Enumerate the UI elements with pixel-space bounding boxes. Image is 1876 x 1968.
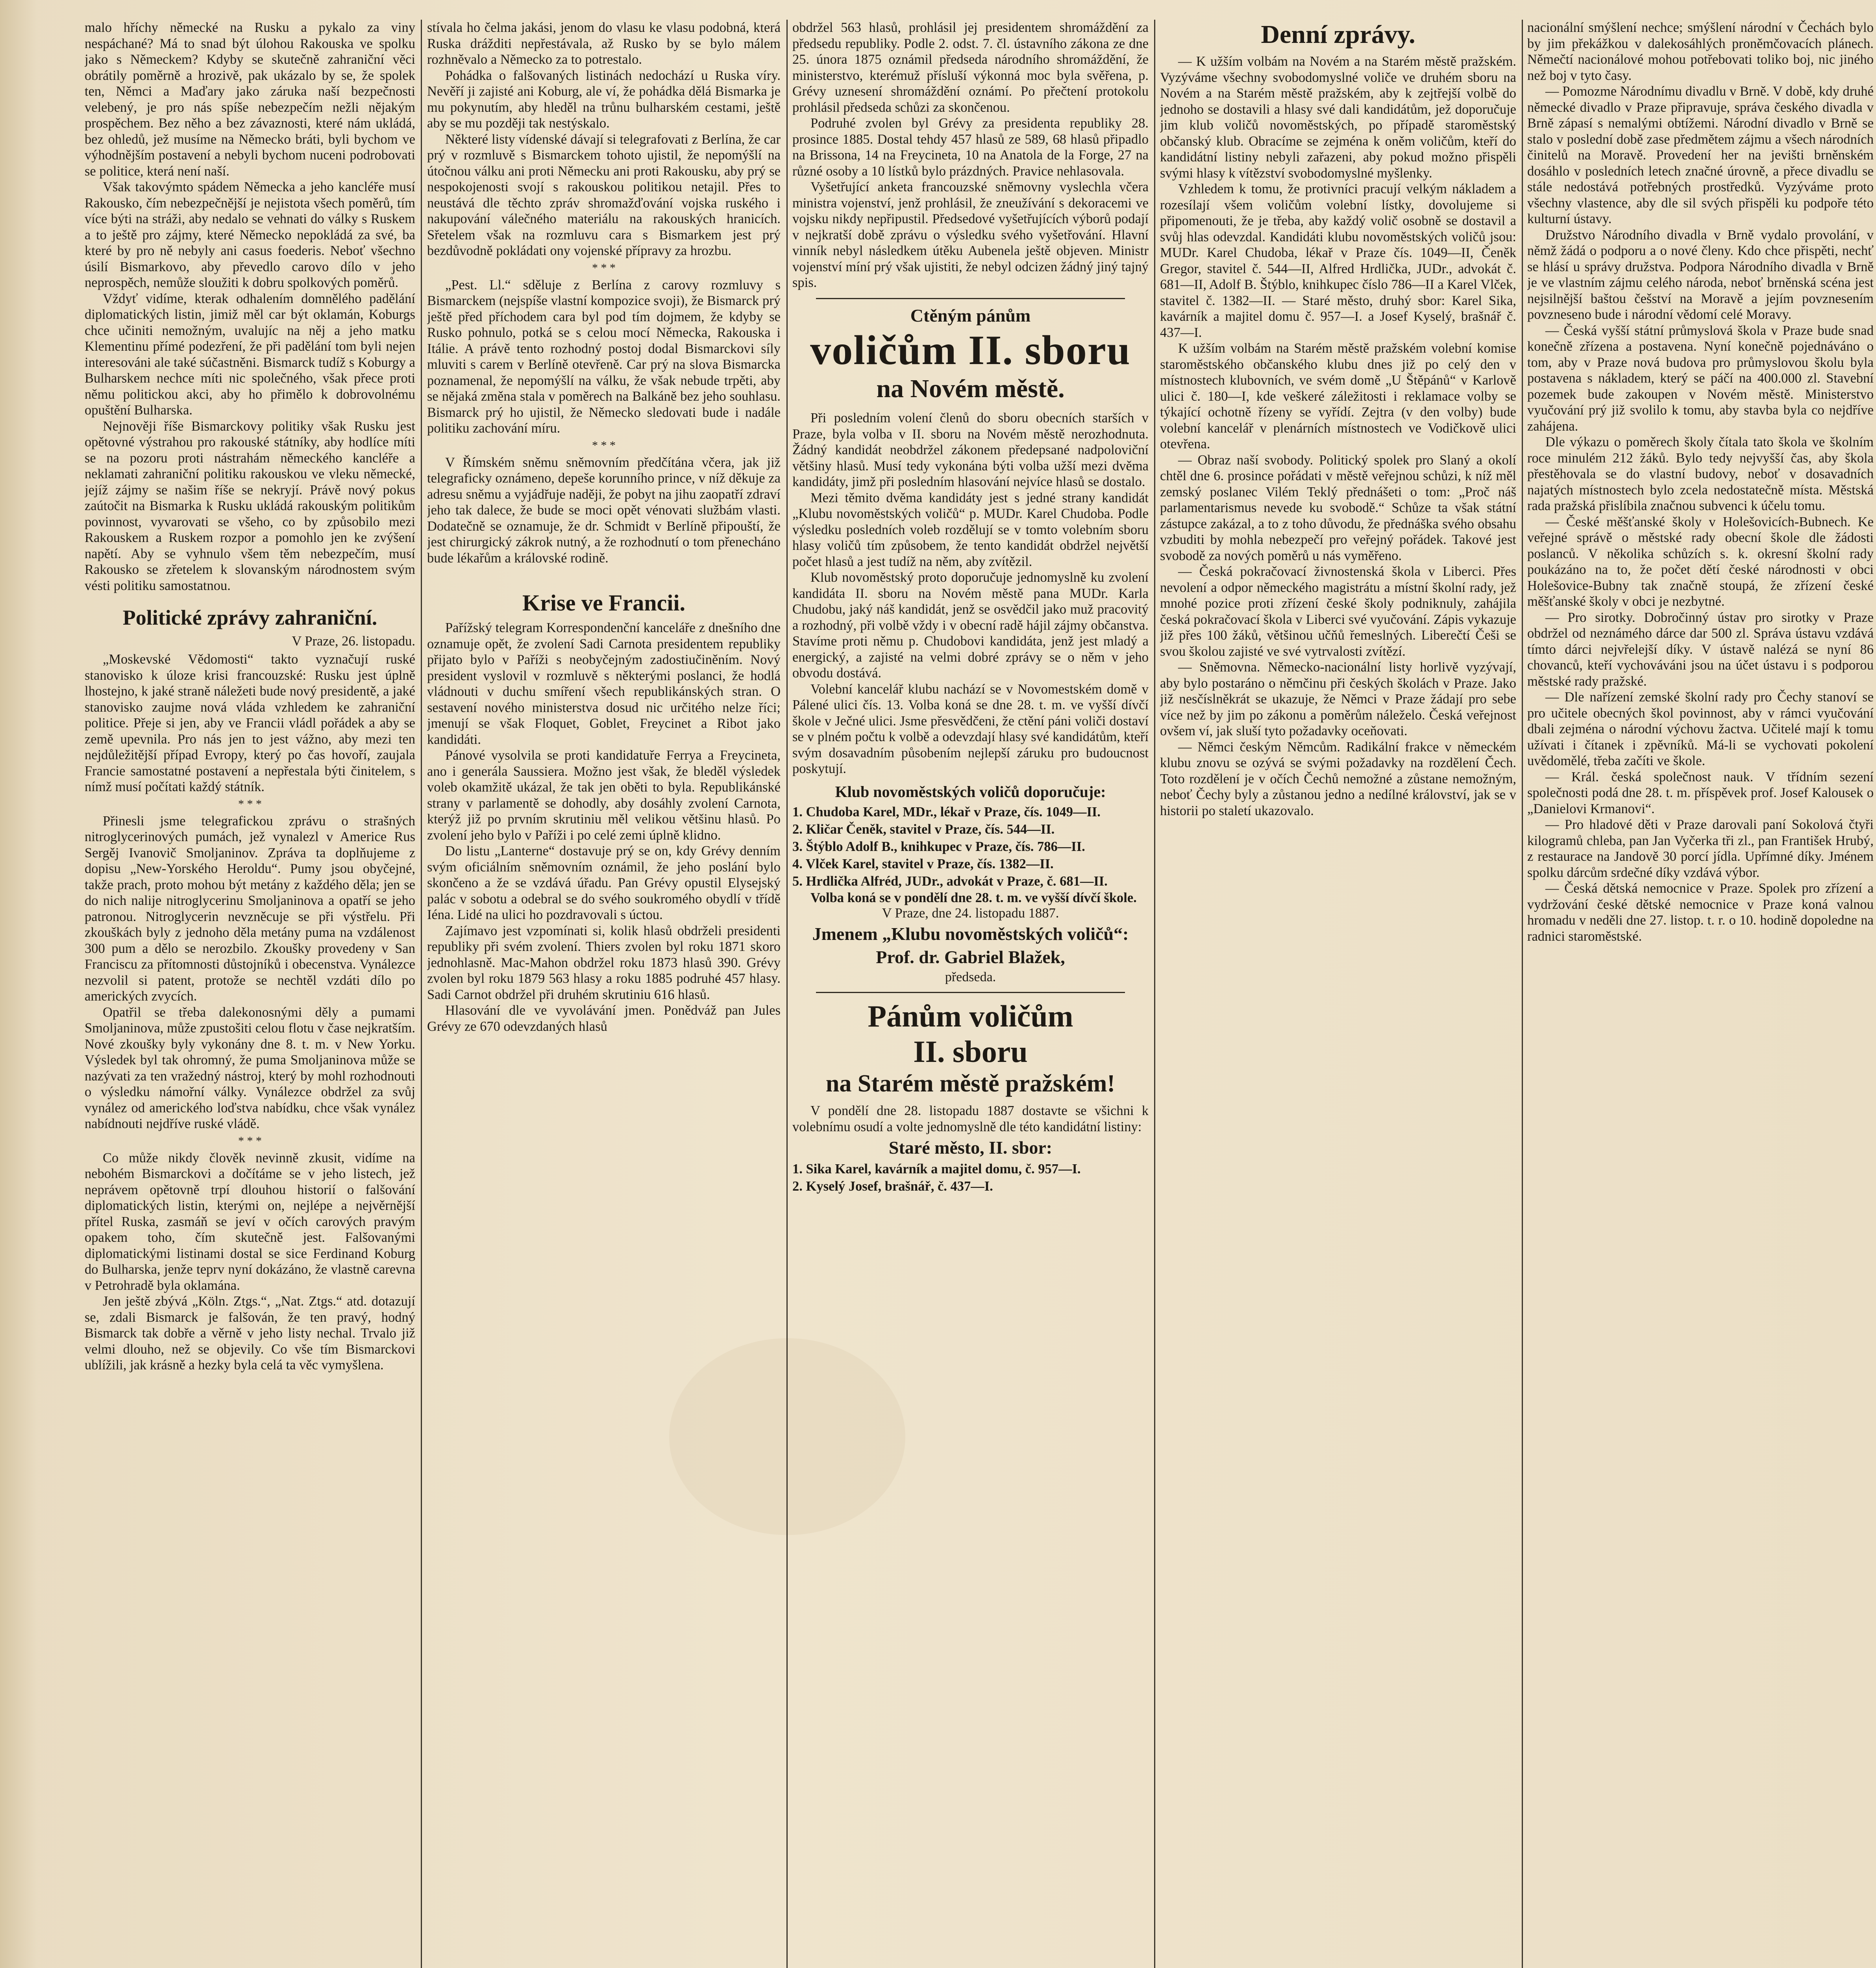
article-paragraph: Opatřil se třeba dalekonosnými děly a pumami Smoljaninova, může zpustošiti celou flotu v čase nejkratším. Nové zkoušky byly vykonány dne 8. t. m. v New Yorku. Výsledek byl tak ohromný, že puma Smoljaninova může se nazývati za ten vražedný nástroj, který by mohl rozhodnouti o výsledku námořní války. Vynálezce obdržel za svůj vynález od amerického loďstva nabídku, chce však vynález nabídnouti nejdříve ruské vládě.	[85, 1004, 415, 1131]
section-heading: Denní zprávy.	[1261, 20, 1415, 49]
article-paragraph: Však takovýmto spádem Německa a jeho kancléře musí Rakousko, čím nebezpečnější je nejistota všech poměrů, tím více býti na stráži, aby nedalo se vehnati do války s Ruskem a to ještě pro zájmy, které Německo nepokládá za své, ba které by pro ně nebyly ani casus foederis. Neboť všechno úsilí Bismarkovo, aby převedlo carovo dílo v jeho neprospěch, nemůže sloužiti k dobru spolkových poměrů.	[85, 179, 415, 290]
article-paragraph: Mezi těmito dvěma kandidáty jest s jedné strany kandidát „Klubu novoměstských voličů“ p. MUDr. Karel Chudoba. Podle výsledku posledních voleb rozdělují se v tomto volebním sboru hlasy voličů tím způsobem, že tento kandidát obdržel největší počet hlasů a jest tudíž na něm, aby zvítězil.	[792, 490, 1149, 569]
article-paragraph: Dle výkazu o poměrech školy čítala tato škola ve školním roce minulém 212 žáků. Bylo tedy nejvyšší čas, aby škola přestěhovala se do vlastní budovy, neboť v dosavadních najatých místnostech bylo zcela nedostatečně místa. Městská rada pražská přislíbila značnou subvenci k účelu tomu.	[1527, 435, 1874, 513]
column-1	[85, 20, 415, 1968]
article-paragraph: „Moskevské Vědomosti“ takto vyznačují ruské stanovisko k úloze krisi francouzské: Rusku jest úplně lhostejno, k jaké straně náležeti bude nový presidentě, a jaké stanovisko zaujme nová vláda vzhledem ke zahraniční politice. Přeje si jen, aby ve Francii vládl pořádek a aby se země upevnila. Pro nás jen to jest vážno, aby mezi ten nejdůležitější případ Evropy, který po čas hovoří, zaujala Francie samostatné postavení a nepřestala býti činitelem, s nímž musí počítati každý státník.	[85, 652, 415, 794]
article-paragraph: Do listu „Lanterne“ dostavuje prý se on, kdy Grévy denním svým oficiálním sněmovním oznámil, že jeho poslání bylo skončeno a že se vzdává úřadu. Pan Grévy opustil Elysejský palác v sobotu a odebral se do svého soukromého obydlí v třídě Iéna. Lidé na ulici ho pozdravovali s úctou.	[427, 843, 781, 922]
article-paragraph: Pohádka o falšovaných listinách nedochází u Ruska víry. Nevěří ji zajisté ani Koburg, ale ví, že pohádka dělá Bismarka je mu pokynutím, aby hleděl na trůnu bulharském cestami, ještě aby se mu později tak nestýskalo.	[427, 68, 781, 131]
article-paragraph: Přinesli jsme telegrafickou zprávu o strašných nitroglycerinových pumách, jež vynalezl v Americe Rus Sergěj Ivanovič Smoljaninov. Zpráva ta doplňujeme z dopisu „New-Yorského Heroldu“. Pumy jsou obyčejné, takže prach, proto mohou být metány z každého děla; jen se do nich nalije nitroglycerinu Smoljaninova a opatří se jeho patronou. Nitroglycerin nevzněcuje se při výstřelu. Při zkouškách byly z jednoho děla metány puma na vzdálenost 300 pum a dělo se nerozbilo. Zkoušky provedeny v San Franciscu za přítomnosti důstojníků i obecenstva. Vynálezce nezvolil si patent, protože se nechtěl vzdáti dílo po amerických zvycích.	[85, 813, 415, 1004]
column-rule	[786, 20, 788, 1968]
article-paragraph: Podruhé zvolen byl Grévy za presidenta republiky 28. prosince 1885. Dostal tehdy 457 hlasů ze 589, 68 hlasů připadlo na Brissona, 14 na Freycineta, 10 na Anatola de la Forge, 27 na různé osoby a 10 lístků bylo prázdných. Pravice nehlasovala.	[792, 116, 1149, 179]
article-paragraph: Družstvo Národního divadla v Brně vydalo provolání, v němž žádá o podporu a o nové členy. Kdo chce přispěti, nechť se hlásí u správy družstva. Podpora Národního divadla v Brně je ve vlastním zájmu celého národa, neboť brněnská scéna jest nejsilnější baštou češství na Moravě a jejím povznesením povzneseno bude i národní vědomí celé Moravy.	[1527, 227, 1874, 322]
article-paragraph: Některé listy vídenské dávají si telegrafovati z Berlína, že car prý v rozmluvě s Bismarckem tohoto ujistil, že nepomýšlí na útočnou válku ani proti Německu ani proti Rakousku, aby prý se nespokojenosti svojí s rakouskou politikou netajil. Přes to neustává dle těchto zpráv shromažďování vojska ruského i nakupování válečného materiálu na rakouských hranicích. Sřetelem však na rozmluvu cara s Bismarkem jest prý bezdůvodně pokládati ony vojenské přípravy za hrozbu.	[427, 131, 781, 258]
article-paragraph: — České měšťanské školy v Holešovicích-Bubnech. Ke veřejné správě o městské rady obecní škole dle žádosti poslanců. V několika schůzích s. k. okresní školní rady poukázáno na to, že počet dětí české národnosti v obci Holešovice-Bubny tak značně stoupá, že zřízení české měšťanské školy v obci je nezbytné.	[1527, 514, 1874, 609]
article-paragraph: „Pest. Ll.“ sděluje z Berlína z carovy rozmluvy s Bismarckem (nejspíše vlastní kompozice svoji), že Bismarck prý ještě před příchodem cara byl pod tím dojmem, že kdyby se Rusko pohnulo, potká se s celou mocí Německa, Rakouska i Itálie. A právě tento rozhodný postoj dodal Bismarckovi síly mluviti s carem v Berlíně otevřeně. Car prý na slova Bismarcka poznamenal, že nepomýšlí na válku, že však nebude trpěti, aby se nějaká změna stala v poměrech na Balkáně bez jeho souhlasu. Bismarck prý ho ujistil, že Německo sledovati bude i nadále politiku zachování míru.	[427, 277, 781, 436]
announcement-heading-large: voličům II. sboru	[810, 327, 1131, 373]
article-paragraph: Nejnověji říše Bismarckovy politiky však Rusku jest opětovné výstrahou pro rakouské státníky, aby hodlíce míti se na pozoru proti nástrahám německého kancléře a neklamati zahraniční politiku rakouskou ve vleku německé, jejíž zájmy se našim říše se nekryjí. Právě nový pokus zaútočit na Bismarka k Rusku ukládá rakouským politikům povinnost, vyvarovati se všeho, co by způsobilo mezi Rakouskem a Ruskem rozpor a pomohlo jen ke zvýšení napětí. Aby se vyhnulo všem těm nebezpečím, musí Rakousko se zřetelem k slovanským národnostem svým vésti politiku samostatnou.	[85, 418, 415, 593]
signature-line: Jmenem „Klubu novoměstských voličů“:	[812, 924, 1129, 944]
article-paragraph: V Římském sněmu sněmovním předčítána včera, jak již telegraficky oznámeno, depeše korunního prince, v níž děkuje za adresu sněmu a vyjádřuje naději, že pobyt na jihu zaopatří zdraví jeho tak dalece, že bude se moci opět vénovati službám vlasti. Dodatečně se oznamuje, že dr. Schmidt v Berlíně připouští, že jest chirurgický zákrok nutný, a že rozhodnutí o tom přenecháno bude lékařům a královské rodině.	[427, 455, 781, 566]
article-paragraph: K užším volbám na Starém městě pražském volební komise staroměstského občanského klubu dnes již po celý den v místnostech klubovních, ve svém domě „U Štěpánů“ v Karlově ulici č. 180—I, kde veškeré záležitosti i reklamace volby se týkající ochotně řízeny se vyřídí. Zejtra (v den volby) bude volební kancelář v plenárních místnostech ve Vodičkově ulici otevřena.	[1160, 341, 1516, 451]
candidate-item: 1. Sika Karel, kavárník a majitel domu, č. 957—I.	[792, 1162, 1081, 1177]
separator-asterisks: * * *	[592, 438, 616, 452]
section-heading: Politické zprávy zahraniční.	[122, 606, 377, 629]
dateline: V Praze, 26. listopadu.	[292, 634, 415, 649]
separator-asterisks: * * *	[238, 1134, 262, 1147]
article-paragraph: Co může nikdy člověk nevinně zkusit, vidíme na nebohém Bismarckovi a dočítáme se v jeho listech, jež neprávem opětovně trpí dlouhou historií o falšování diplomatických listin, kterými on, nejlépe a nejvěrnější přítel Ruska, zasmáň se jeví v očích carových pravým opakem toho, čím skutečně jest. Falšovanými diplomatickými listinami dostal se sice Ferdinand Koburg do Bulharska, jenže teprv nyní dokázáno, že vlastně carevna v Petrohradě byla oklamána.	[85, 1150, 415, 1293]
candidate-item: 2. Kyselý Josef, brašnář, č. 437—I.	[792, 1179, 993, 1194]
article-paragraph: — Král. česká společnost nauk. V třídním sezení společnosti podá dne 28. t. m. příspěvek prof. Josef Kalousek o „Danielovi Krmanovi“.	[1527, 769, 1874, 816]
article-paragraph: — Pro hladové děti v Praze darovali paní Sokolová čtyři kilogramů chleba, pan Jan Vyčerka tři zl., pan František Hrubý, z restaurace na Jandově 30 porcí jídla. Upřímné díky. Jménem spolku dárcům srdečné díky vzdává výbor.	[1527, 817, 1874, 880]
announcement-heading-medium: II. sboru	[913, 1034, 1028, 1069]
article-paragraph: — Česká dětská nemocnice v Praze. Spolek pro zřízení a vydržování české dětské nemocnice v Praze koná valnou hromadu v neděli dne 27. listop. t. r. o 10. hodině dopoledne na radnici staroměstské.	[1527, 881, 1874, 944]
article-paragraph: Klub novoměstský proto doporučuje jednomyslně ku zvolení kandidáta II. sboru na Novém městě pana MUDr. Karla Chudobu, jaký náš kandidát, jenž se osvědčil jako muž pracovitý a rozhodný, při volbě vždy i v obecní radě hájil zájmy občanstva. Stavíme proti němu p. Chudobovi kandidáta, jenž jest mladý a energický, a zajisté na velmi dobré zprávy se o něm v jeho obvodu dostává.	[792, 570, 1149, 681]
article-paragraph: — K užším volbám na Novém a na Starém městě pražském. Vyzýváme všechny svobodomyslné voliče ve druhém sboru na Novém a na Starém městě pražském, aby k zejtřejší volbě do jednoho se dostavili a hlasy své dali kandidátům, jež doporučuje jim klub voličů novoměstských, po případě staroměstský občanský klub. Obracíme se zejména k oněm voličům, kteří do kandidátní listiny nebyli zařazeni, aby pokud možno přispěli svými hlasy k vítězství svobodomyslné myšlenky.	[1160, 54, 1516, 181]
article-paragraph: Při posledním volení členů do sboru obecních starších v Praze, byla volba v II. sboru na Novém městě nerozhodnuta. Žádný kandidát neobdržel zákonem předepsané nadpoloviční většiny hlasů. Musí tedy vykonána býti volba užší mezi dvěma kandidáty, jimž při posledním hlasování nejvíce hlasů se dostalo.	[792, 411, 1149, 490]
candidate-list-heading: Staré město, II. sbor:	[888, 1138, 1053, 1158]
article-paragraph: — Česká pokračovací živnostenská škola v Liberci. Přes nevolení a odpor německého magistrátu a místní školní rady, jež mnohé pozice proti zřízení české školy podniknuly, zahájila česká pokračovací škola v Liberci své vyučování. Zápis vykazuje již přes 100 žáků, většinou učňů řemeslných. Liberečtí Češi se svou školou zajisté ve své vytrvalosti zvítězí.	[1160, 564, 1516, 659]
column-2	[427, 20, 781, 1968]
divider	[816, 992, 1125, 993]
article-paragraph: — Sněmovna. Německo-nacionální listy horlivě vyzývají, aby bylo postaráno o němčinu při českých školách v Praze. Jako již nesčíslněkrát se ukazuje, že Němci v Praze žádají pro sebe více než by jim po zákonu a poměrům náleželo. Česká veřejnost ovšem ví, jak sluší tyto požadavky oceňovati.	[1160, 660, 1516, 738]
candidate-item: 2. Kličar Čeněk, stavitel v Praze, čís. 544—II.	[792, 821, 1055, 837]
dateline: V Praze, dne 24. listopadu 1887.	[882, 906, 1059, 921]
article-paragraph: — Pro sirotky. Dobročinný ústav pro sirotky v Praze obdržel od neznámého dárce dar 500 zl. Správa ústavu vzdává tímto dárci nejvřelejší díky. V ústavě nalézá se nyní 86 chovanců, kteří vychováváni jsou na účet ústavu i s podporou městské rady pražské.	[1527, 610, 1874, 689]
announcement-heading-medium: Pánům voličům	[868, 999, 1073, 1034]
signature-title: předseda.	[945, 970, 996, 985]
candidate-item: 3. Štýblo Adolf B., knihkupec v Praze, čís. 786—II.	[792, 839, 1085, 854]
separator-asterisks: * * *	[238, 797, 262, 810]
article-paragraph: Volba koná se v pondělí dne 28. t. m. ve vyšší dívčí škole.	[810, 890, 1137, 905]
divider	[816, 298, 1125, 299]
candidate-list-heading: Klub novoměstských voličů doporučuje:	[835, 782, 1106, 801]
candidate-item: 5. Hrdlička Alfréd, JUDr., advokát v Praze, č. 681—II.	[792, 873, 1108, 889]
section-heading: Krise ve Francii.	[522, 590, 685, 616]
article-paragraph: Vždyť vidíme, kterak odhalením domnělého padělání diplomatických listin, jimiž měl car být oklamán, Koburgs chce učiniti nemožným, uvalujíc na něj a jeho matku Klementinu přímé podezření, že při padělání tom byli nejen interesováni ale také súčastněni. Bismarck tudíž s Koburgy a Bulharskem nechce míti nic společného, však přece proti němu politickou akci, aby ho přimělo k dobrovolnému opuštění Bulharska.	[85, 291, 415, 418]
announcement-heading-medium: na Novém městě.	[876, 374, 1065, 403]
column-rule	[1522, 20, 1523, 1968]
candidate-item: 1. Chudoba Karel, MDr., lékař v Praze, čís. 1049—II.	[792, 804, 1101, 819]
announcement-heading-small: Ctěným pánům	[910, 305, 1031, 326]
signature-name: Prof. dr. Gabriel Blažek,	[876, 947, 1065, 967]
article-paragraph: Pařížský telegram Korrespondenční kanceláře z dnešního dne oznamuje opět, že zvolení Sadi Carnota presidentem republiky přijato bylo v Paříži s neobyčejným zadostiučiněním. Nový president vyslovil v rozmluvě s některými poslanci, že hodlá vládnouti v duchu smíření všech republikánských stran. O sestavení nového ministerstva dosud nic určitého nelze říci; jmenují se však Floquet, Goblet, Freycinet a Ribot jako kandidáti.	[427, 620, 781, 747]
candidate-list	[792, 803, 1149, 890]
article-paragraph: obdržel 563 hlasů, prohlásil jej presidentem shromáždění za předsedu republiky. Podle 2. odst. 7. čl. ústavního zákona ze dne 25. února 1875 oznámil předseda národního shromáždění, že ministerstvo, kterémuž přísluší výkonná moc byla svěřena, p. Grévy uznesení shromáždění oznámí. Po přečtení protokolu prohlásil předseda schůzi za skončenou.	[792, 20, 1149, 115]
article-paragraph: stívala ho čelma jakási, jenom do vlasu ke vlasu podobná, která Ruska drážditi nepřestávala, až Rusko by se bylo málem rozhněvalo a Německo za to potrestalo.	[427, 20, 781, 67]
article-paragraph: Hlasování dle ve vyvolávání jmen. Ponědváž pan Jules Grévy ze 670 odevzdaných hlasů	[427, 1003, 781, 1034]
article-paragraph: Volební kancelář klubu nachází se v Novomestském domě v Pálené ulici čís. 13. Volba koná se dne 28. t. m. ve vyšší dívčí škole v Ječné ulici. Jsme přesvědčeni, že ctění páni voliči dostaví se v plném počtu k volbě a odevzdají hlasy své kandidátům, kteří svým dosavadním působením nejlepší záruku pro budoucnost poskytují.	[792, 681, 1149, 777]
article-paragraph: — Němci českým Němcům. Radikální frakce v německém klubu znovu se ozývá se svými požadavky na rozdělení Čech. Toto rozdělení je v očích Čechů nemožné a zůstane nemožným, neboť Čechy byly a zůstanou jedno a nedílné království, jak se v historii po staletí ukazovalo.	[1160, 739, 1516, 818]
article-paragraph: — Česká vyšší státní průmyslová škola v Praze bude snad konečně zřízena a postavena. Nyní konečně pojednáváno o tom, aby v Praze nová budova pro průmyslovou školu byla postavena s nákladem, který se páčí na 400.000 zl. Stavební pozemek bude zakoupen v Novém městě. Ministerstvo vyučování prý již svolilo k tomu, aby stavba byla co nejdříve zahájena.	[1527, 323, 1874, 434]
article-paragraph: V pondělí dne 28. listopadu 1887 dostavte se všichni k volebnímu osudí a volte jednomyslně dle této kandidátní listiny:	[792, 1103, 1149, 1134]
column-rule	[421, 20, 422, 1968]
page-gutter-shadow	[0, 0, 37, 1968]
article-paragraph: Vyšetřující anketa francouzské sněmovny vyslechla včera ministra vojenství, jenž prohlásil, že zneužívání s dekoracemi ve vojsku nikdy nepřipustil. Předsedové vyšetřujících výborů podají v nejkratší době zprávu o výsledku svého vyšetřování. Hlavní vinník nebyl následkem útěku Aubenela ještě objeven. Ministr vojenství míní prý však ujistiti, že nebyl odcizen žádný jiný tajný spis.	[792, 179, 1149, 290]
column-4	[1160, 20, 1516, 1968]
article-paragraph: Zajímavo jest vzpomínati si, kolik hlasů obdrželi presidenti republiky při svém zvolení. Thiers zvolen byl roku 1871 skoro jednohlasně. Mac-Mahon obdržel roku 1873 hlasů 390. Grévy zvolen byl roku 1879 563 hlasy a roku 1885 podruhé 457 hlasy. Sadi Carnot obdržel při druhém skrutiniu 616 hlasů.	[427, 923, 781, 1002]
article-paragraph: Jen ještě zbývá „Köln. Ztgs.“, „Nat. Ztgs.“ atd. dotazují se, zdali Bismarck je falšován, že ten pravý, hodný Bismarck tak dobře a věrně v jeho listy nechal. Trvalo již velmi dlouho, než se objevily. Co vše tím Bismarckovi ublížili, jak krásně a hezky byla celá ta věc vymyšlena.	[85, 1294, 415, 1372]
announcement-heading-medium: na Starém městě pražském!	[825, 1070, 1116, 1097]
article-paragraph: — Obraz naší svobody. Politický spolek pro Slaný a okolí chtěl dne 6. prosince pořádati v městě veřejnou schůzi, k níž měl zemský poslanec Vilém Teklý přednášeti o tom: „Proč náš parlamentarismus nevede ku svobodě.“ Schůze ta však státní zástupce zakázal, a to z toho důvodu, že přednáška svého obsahu vzbuditi by mohla nebezpečí pro veřejný pořádek. Takové jest svobodě za nových poměrů u nás vyměřeno.	[1160, 452, 1516, 563]
column-rule	[1154, 20, 1155, 1968]
column-5	[1527, 20, 1874, 1968]
article-paragraph: — Dle nařízení zemské školní rady pro Čechy stanoví se pro učitele obecných škol povinnost, aby v rámci vyučování dbali zejména o národní výchovu žactva. Učitelé mají k tomu užívati i čítanek i zpěvníků. Má-li se vychovati pokolení uvědomělé, třeba začíti ve škole.	[1527, 690, 1874, 768]
article-paragraph: malo hříchy německé na Rusku a pykalo za viny nespáchané? Má to snad být úlohou Rakouska ve spolku jako s Německem? Kdyby se skutečně zahraniční věci obrátily poměrně a hrozivě, pak ukázalo by se, že spolek ten, Němci a Maďary jako záruka naší bezpečnosti velebený, je pro nás spíše nebezpečím nežli nějakým prospěchem. Bez něho a bez závaznosti, které nám ukládá, bez ohledů, jež musíme na Německo bráti, byli bychom ve výhodnějším postavení a nebyli bychom nuceni podrobovati se politice, která není naší.	[85, 20, 415, 179]
article-paragraph: Vzhledem k tomu, že protivníci pracují velkým nákladem a rozesílají všem voličům volební lístky, dovolujeme si připomenouti, že je třeba, aby každý volič osobně se dostavil a svůj hlas odevzdal. Kandidáti klubu novoměstských voličů jsou: MUDr. Karel Chudoba, lékař v Praze čís. 1049—II, Čeněk Gregor, stavitel č. 544—II, Alfred Hrdlička, JUDr., advokát č. 681—II, Adolf B. Štýblo, knihkupec číslo 786—II a Karel Vlček, stavitel č. 1382—II. — Staré město, druhý sbor: Karel Sika, kavárník a majitel domu č. 957—I. a Josef Kyselý, brašnář č. 437—I.	[1160, 181, 1516, 340]
article-paragraph: — Pomozme Národnímu divadlu v Brně. V době, kdy druhé německé divadlo v Praze připravuje, správa českého divadla v Brně zápasí s nemalými obtížemi. Národní divadlo v Brně se stalo v poslední době zase předmětem zájmu a všech národních činitelů na Moravě. Provedení her na jevišti brněnském dosáhlo v posledních letech značné úrovně, a přece divadlu se stále nedostává potřebných prostředků. Vyzýváme proto všechny vlastence, aby dle sil svých přispěli ku podpoře této kulturní ústavy.	[1527, 84, 1874, 226]
candidate-item: 4. Vlček Karel, stavitel v Praze, čís. 1382—II.	[792, 856, 1054, 871]
article-paragraph: nacionální smýšlení nechce; smýšlení národní v Čechách bylo by jim překážkou v dalekosáhlých proněmčovacích plánech. Němečtí nacionálové mohou potřebovati toliko boj, nic jiného než boj v tyto časy.	[1527, 20, 1874, 83]
separator-asterisks: * * *	[592, 261, 616, 274]
column-3	[792, 20, 1149, 1968]
article-paragraph: Pánové vysolvila se proti kandidatuře Ferrya a Freycineta, ano i generála Saussiera. Možno jest však, že bleděl výsledek voleb okamžitě ukázal, že tak jen oběti to byla. Republikánské strany v parlamentě se dohodly, aby dosáhly zvolení Carnota, kterýž již po prvním skrutiniu měl velikou většinu hlasů. Po zvolení jeho bylo v Paříži i po celé zemi úplně klidno.	[427, 748, 781, 843]
